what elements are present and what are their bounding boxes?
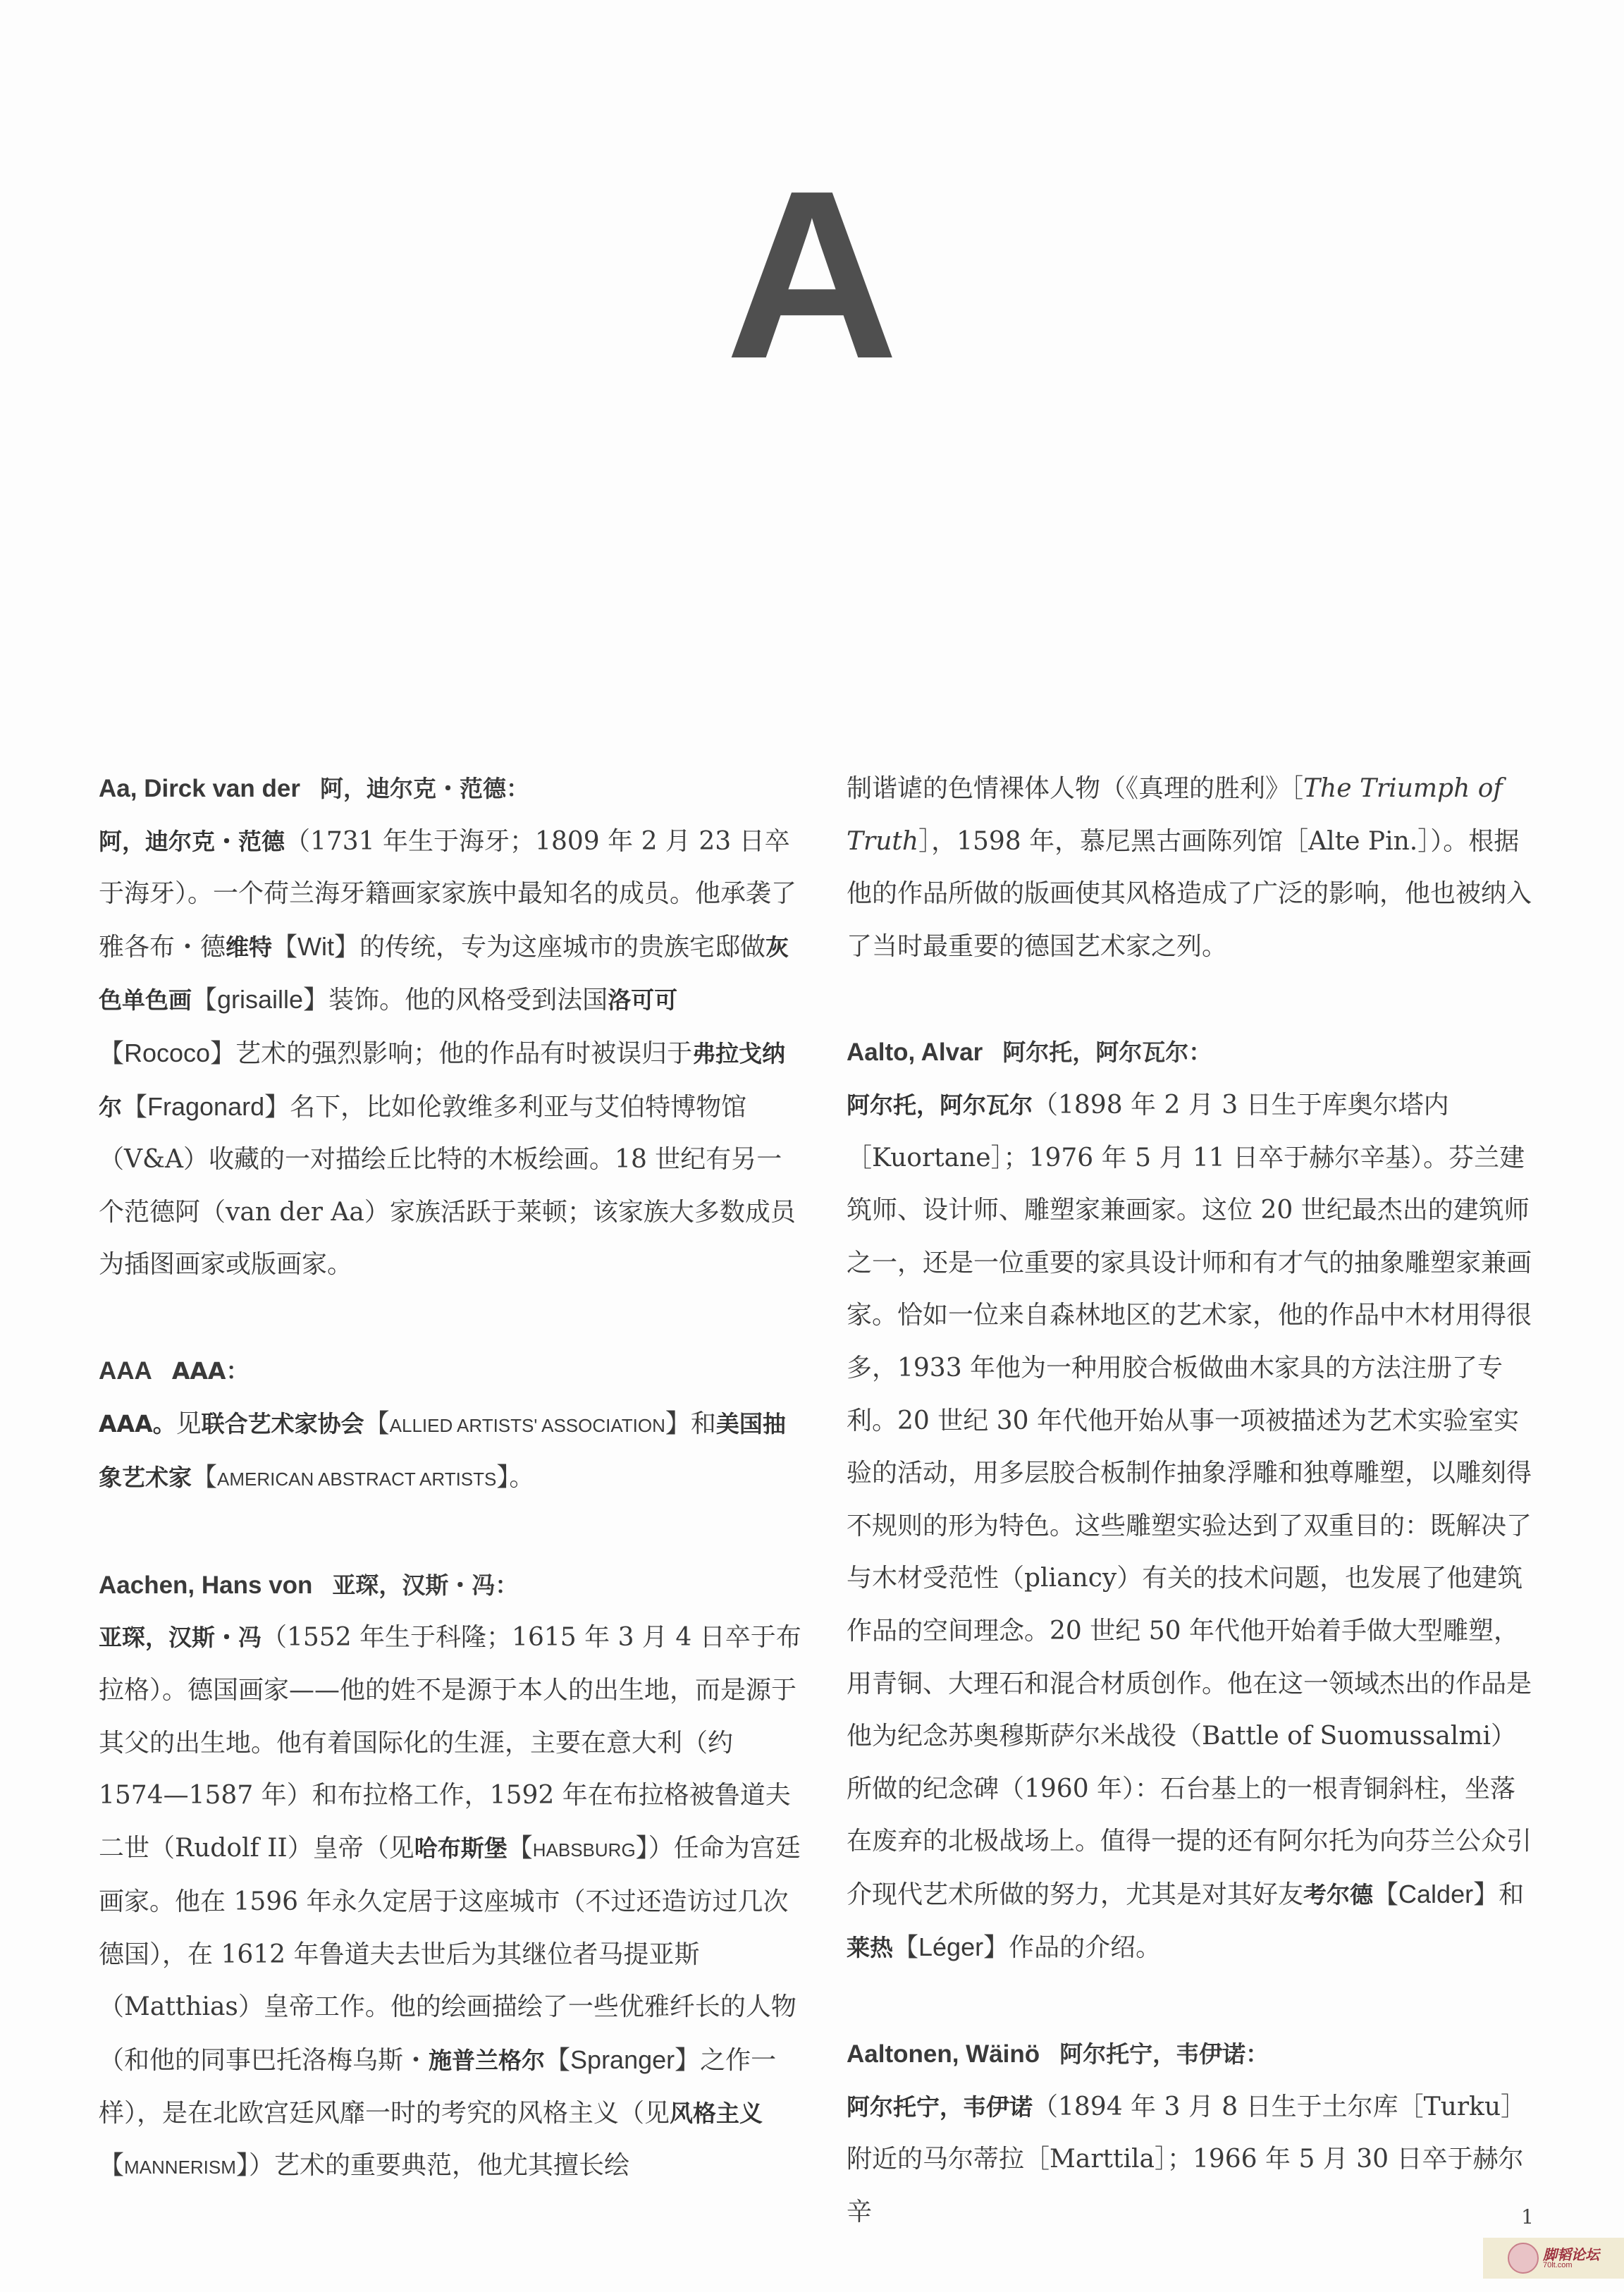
entry-aa xyxy=(99,763,804,1292)
entry-aalto xyxy=(847,1027,1537,1975)
left-column xyxy=(99,763,804,2248)
entry-heading xyxy=(847,2028,1537,2081)
entry-lead: 阿尔托，阿尔瓦尔 xyxy=(847,1091,1033,1119)
entry-heading xyxy=(847,1027,1537,1079)
entry-heading-cn: 阿尔托宁，韦伊诺： xyxy=(1059,2040,1269,2069)
watermark-text xyxy=(1543,2245,1599,2269)
body-text: ）任命为宫廷画家。他在 1596 年永久定居于这座城市（不过还造访过几次德国），在 1612 年鲁道夫去世后为其继位者马提亚斯（Matthias）皇帝工作。他的绘画描绘了一些优雅纤长的人物（和他的同事巴托洛梅乌斯・ xyxy=(99,1833,801,2076)
cross-ref-en: Calder xyxy=(1398,1879,1474,1908)
forum-watermark xyxy=(1483,2238,1624,2279)
cross-ref-term: 维特 xyxy=(226,933,273,961)
forum-logo-icon xyxy=(1508,2243,1539,2274)
body-text: 名下，比如伦敦维多利亚与艾伯特博物馆（V&A）收藏的一对描绘丘比特的木板绘画。18 世纪有另一个范德阿（van der Aa）家族活跃于莱顿；该家族大多数成员为插图画家或版画家。 xyxy=(99,1092,796,1280)
artwork-title: The Triumph of Truth xyxy=(847,774,1503,856)
entry-body: AAA。见联合艺术家协会【ALLIED ARTISTS' ASSOCIATION】和美国抽象艺术家【AMERICAN ABSTRACT ARTISTS】。 xyxy=(99,1409,786,1493)
body-text: 和 xyxy=(690,1409,716,1438)
entry-body xyxy=(847,763,1537,973)
cross-ref-term: 哈布斯堡 xyxy=(414,1834,508,1862)
cross-ref-term: 灰色单色画 xyxy=(99,933,789,1015)
body-text: 装饰。他的风格受到法国 xyxy=(328,986,608,1015)
body-text: （1894 年 3 月 8 日生于土尔库［Turku］附近的马尔蒂拉［Marttila］；1966 年 5 月 30 日卒于赫尔辛 xyxy=(847,2092,1527,2226)
cross-ref-term: 施普兰格尔 xyxy=(429,2047,546,2075)
entry-body: 亚琛，汉斯・冯（1552 年生于科隆；1615 年 3 月 4 日卒于布拉格）。德国画家——他的姓不是源于本人的出生地，而是源于其父的出生地。他有着国际化的生涯，主要在意大利（约 1574—1587 年）和布拉格工作，1592 年在布拉格被鲁道夫二世（Rudolf II）皇帝（见哈布斯堡【HABSBURG】）任命为宫廷画家。他在 1596 年永久定居于这座城市（不过还造访过几次德国），在 1612 年鲁道夫去世后为其继位者马提亚斯（Matthias）皇帝工作。他的绘画描绘了一些优雅纤长的人物（和他的同事巴托洛梅乌斯・施普兰格尔【Spranger】之作一样），是在北欧宫廷风靡一时的考究的风格主义（见风格主义【MANNERISM】）艺术的重要典范，他尤其擅长绘 xyxy=(99,1623,801,2181)
body-text: （1898 年 2 月 3 日生于库奥尔塔内［Kuortane］；1976 年 5 月 11 日卒于赫尔辛基）。芬兰建筑师、设计师、雕塑家兼画家。这位 20 世纪最杰出的建筑师之一，还是一位重要的家具设计师和有才气的抽象雕塑家兼画家。恰如一位来自森林地区的艺术家，他的作品中木材用得很多，1933 年他为一种用胶合板做曲木家具的方法注册了专利。20 世纪 30 年代他开始从事一项被描述为艺术实验室实验的活动，用多层胶合板制作抽象浮雕和独尊雕塑，以雕刻得不规则的形为特色。这些雕塑实验达到了双重目的：既解决了与木材受范性（pliancy）有关的技术问题，也发展了他建筑作品的空间理念。20 世纪 50 年代他开始着手做大型雕塑，用青铜、大理石和混合材质创作。他在这一领域杰出的作品是他为纪念苏奥穆斯萨尔米战役（Battle of Suomussalmi）所做的纪念碑（1960 年）：石台基上的一根青铜斜柱，坐落在废弃的北极战场上。值得一提的还有阿尔托为向芬兰公众引介现代艺术所做的努力，尤其是对其好友 xyxy=(847,1090,1532,1909)
entry-heading-cn: 亚琛，汉斯・冯： xyxy=(332,1571,519,1599)
body-text: 制谐谑的色情裸体人物（《真理的胜利》［ xyxy=(847,774,1304,803)
cross-ref-term: 弗拉戈纳尔 xyxy=(99,1039,786,1121)
cross-ref-en: HABSBURG xyxy=(532,1839,636,1861)
entry-heading-cn: 阿，迪尔克・范德： xyxy=(319,775,529,802)
entry-heading-en: Aaltonen, Wäinö xyxy=(847,2040,1040,2069)
body-text: 见 xyxy=(176,1409,202,1438)
entry-heading xyxy=(99,763,804,816)
cross-ref-en: Rococo xyxy=(124,1038,211,1067)
cross-ref-term: 联合艺术家协会 xyxy=(201,1409,364,1438)
watermark-title: 脚韬论坛 xyxy=(1543,2245,1599,2263)
entry-body xyxy=(847,2081,1537,2239)
cross-ref-term: 美国抽象艺术家 xyxy=(99,1409,786,1492)
entry-lead: AAA。 xyxy=(99,1409,176,1438)
body-text: （1552 年生于科隆；1615 年 3 月 4 日卒于布拉格）。德国画家——他的姓不是源于本人的出生地，而是源于其父的出生地。他有着国际化的生涯，主要在意大利（约 1574—1587 年）和布拉格工作，1592 年在布拉格被鲁道夫二世（Rudolf II）皇帝（见 xyxy=(99,1623,801,1863)
entry-heading-cn: 阿尔托，阿尔瓦尔： xyxy=(1002,1038,1212,1067)
body-text: 作品的介绍。 xyxy=(1009,1933,1162,1963)
body-text: 和 xyxy=(1499,1880,1525,1909)
entry-body: 阿尔托，阿尔瓦尔（1898 年 2 月 3 日生于库奥尔塔内［Kuortane］；1976 年 5 月 11 日卒于赫尔辛基）。芬兰建筑师、设计师、雕塑家兼画家。这位 20 世纪最杰出的建筑师之一，还是一位重要的家具设计师和有才气的抽象雕塑家兼画家。恰如一位来自森林地区的艺术家，他的作品中木材用得很多，1933 年他为一种用胶合板做曲木家具的方法注册了专利。20 世纪 30 年代他开始从事一项被描述为艺术实验室实验的活动，用多层胶合板制作抽象浮雕和独尊雕塑，以雕刻得不规则的形为特色。这些雕塑实验达到了双重目的：既解决了与木材受范性（pliancy）有关的技术问题，也发展了他建筑作品的空间理念。20 世纪 50 年代他开始着手做大型雕塑，用青铜、大理石和混合材质创作。他在这一领域杰出的作品是他为纪念苏奥穆斯萨尔米战役（Battle of Suomussalmi）所做的纪念碑（1960 年）：石台基上的一根青铜斜柱，坐落在废弃的北极战场上。值得一提的还有阿尔托为向芬兰公众引介现代艺术所做的努力，尤其是对其好友考尔德【Calder】和莱热【Léger】作品的介绍。 xyxy=(847,1090,1532,1963)
cross-ref-en: Spranger xyxy=(570,2045,675,2075)
page-number: 1 xyxy=(1521,2205,1534,2229)
cross-ref-en: Wit xyxy=(297,931,335,961)
entry-heading-en: Aachen, Hans von xyxy=(99,1571,313,1599)
entry-heading xyxy=(99,1345,804,1398)
entry-heading-cn: AAA： xyxy=(171,1356,250,1385)
cross-ref-en: ALLIED ARTISTS' ASSOCIATION xyxy=(389,1414,665,1436)
body-text: 艺术的强烈影响；他的作品有时被误归于 xyxy=(235,1038,693,1068)
entry-aachen-continued xyxy=(847,763,1537,973)
right-column xyxy=(847,763,1537,2292)
cross-ref-term: 风格主义 xyxy=(670,2099,763,2127)
cross-ref-en: AMERICAN ABSTRACT ARTISTS xyxy=(217,1469,497,1490)
entry-heading xyxy=(99,1559,804,1612)
cross-ref-en: Fragonard xyxy=(147,1091,265,1121)
entry-heading-en: Aalto, Alvar xyxy=(847,1038,983,1067)
body-text: ）艺术的重要典范，他尤其擅长绘 xyxy=(248,2151,629,2181)
cross-ref-term: 洛可可 xyxy=(608,986,678,1015)
watermark-url: 70lt.com xyxy=(1543,2260,1573,2269)
entry-aaltonen xyxy=(847,2028,1537,2238)
entry-heading-en: AAA xyxy=(99,1356,152,1385)
section-letter: A xyxy=(725,141,899,409)
body-text: ］，1598 年，慕尼黑古画陈列馆［Alte Pin.］）。根据他的作品所做的版画使其风格造成了广泛的影响，他也被纳入了当时最重要的德国艺术家之列。 xyxy=(847,826,1532,961)
cross-ref-term: 考尔德 xyxy=(1303,1880,1374,1908)
body-text: （1731 年生于海牙；1809 年 2 月 23 日卒于海牙）。一个荷兰海牙籍画家家族中最知名的成员。他承袭了雅各布・德 xyxy=(99,826,797,962)
body-text: 之作一样），是在北欧宫廷风靡一时的考究的风格主义（见 xyxy=(99,2046,777,2128)
cross-ref-en: grisaille xyxy=(217,985,304,1015)
entry-lead: 阿，迪尔克・范德 xyxy=(99,827,285,855)
entry-body: 阿，迪尔克・范德（1731 年生于海牙；1809 年 2 月 23 日卒于海牙）。一个荷兰海牙籍画家家族中最知名的成员。他承袭了雅各布・德维特【Wit】的传统，专为这座城市的贵族宅邸做灰色单色画【grisaille】装饰。他的风格受到法国洛可可【Rococo】艺术的强烈影响；他的作品有时被误归于弗拉戈纳尔【Fragonard】名下，比如伦敦维多利亚与艾伯特博物馆（V&A）收藏的一对描绘丘比特的木板绘画。18 世纪有另一个范德阿（van der Aa）家族活跃于莱顿；该家族大多数成员为插图画家或版画家。 xyxy=(99,826,797,1280)
entry-lead: 亚琛，汉斯・冯 xyxy=(99,1624,262,1652)
body-text: 的传统，专为这座城市的贵族宅邸做 xyxy=(359,932,766,962)
body-text: 。 xyxy=(509,1463,535,1493)
cross-ref-en: Léger xyxy=(918,1932,984,1962)
entry-aachen xyxy=(99,1559,804,2194)
cross-ref-term: 莱热 xyxy=(847,1934,893,1962)
cross-ref-en: MANNERISM xyxy=(124,2157,236,2178)
entry-lead: 阿尔托宁，韦伊诺 xyxy=(847,2092,1033,2121)
entry-aaa xyxy=(99,1345,804,1506)
entry-heading-en: Aa, Dirck van der xyxy=(99,775,300,802)
